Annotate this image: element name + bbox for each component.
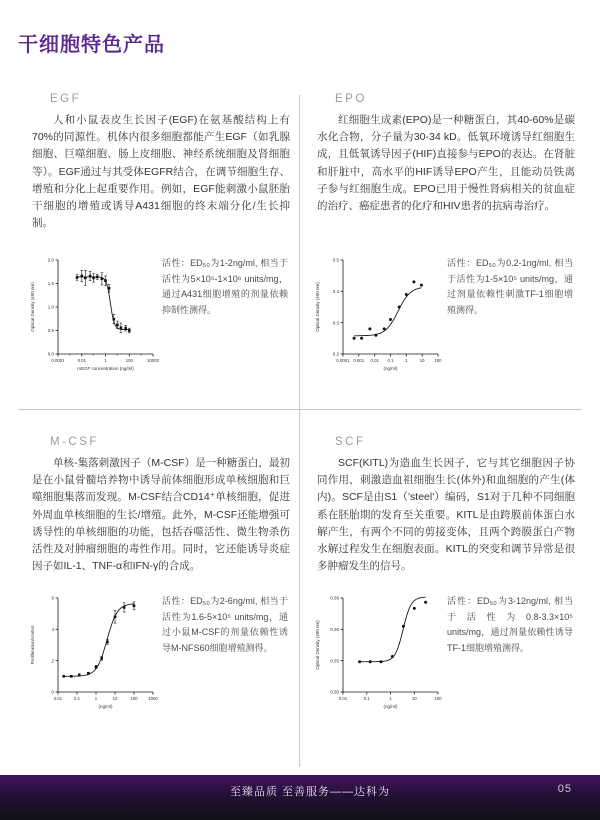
svg-text:0.2: 0.2 — [332, 351, 339, 357]
svg-text:1.5: 1.5 — [47, 281, 54, 287]
section-scf-body: SCF(KITL)为造血生长因子，它与其它细胞因子协同作用，刺激造血祖细胞生长(体外)和血细胞的产生(体内)。SCF是由S1（'steel'）编码，S1对于几种不同细胞系在胚胎期的发育至关重要。KITL是由跨膜前体蛋白水解产生，有两个不同的剪接变体，且两个跨膜蛋白产物水解过程发生在细胞表面。KITL的突变和调节异常是很多肿瘤发生的信号。 — [317, 457, 575, 573]
mcsf-dose-response-chart — [28, 588, 160, 720]
egf-activity-text: 活性：ED₅₀为1-2ng/ml, 相当于活性为5×10⁵-1×10⁶ units/mg，通过A431细胞增殖的剂量依赖抑制性测得。 — [162, 258, 288, 315]
svg-text:Optical Density (490 nm): Optical Density (490 nm) — [315, 620, 320, 670]
section-scf — [317, 436, 575, 575]
horizontal-divider — [18, 409, 582, 410]
scf-dose-response-chart — [313, 588, 445, 720]
epo-dose-response-chart — [313, 250, 445, 382]
svg-text:2: 2 — [51, 658, 54, 664]
svg-text:1: 1 — [104, 358, 107, 363]
svg-text:0.1: 0.1 — [74, 696, 80, 701]
svg-text:Optical Density (490 nm): Optical Density (490 nm) — [30, 282, 35, 332]
svg-text:2.0: 2.0 — [47, 257, 54, 263]
svg-text:100: 100 — [130, 696, 138, 701]
svg-text:0.1: 0.1 — [387, 358, 394, 363]
footer-bar — [0, 775, 600, 820]
svg-text:0.0: 0.0 — [47, 351, 54, 357]
svg-text:mEGF concentration (ng/ml): mEGF concentration (ng/ml) — [77, 366, 134, 371]
svg-text:0.5: 0.5 — [332, 257, 339, 263]
svg-text:0: 0 — [51, 689, 54, 695]
svg-text:Optical Density (490 nm): Optical Density (490 nm) — [315, 282, 320, 332]
egf-dose-response-chart — [28, 250, 160, 382]
svg-text:0.01: 0.01 — [338, 696, 348, 701]
section-mcsf — [32, 436, 290, 575]
svg-text:0.36: 0.36 — [330, 627, 339, 632]
epo-activity-text: 活性：ED₅₀为0.2-1ng/ml, 相当于活性为1-5×10⁵ units/mg，通过剂量依赖性刺激TF-1细胞增殖测得。 — [447, 258, 573, 315]
mcsf-activity-text: 活性：ED₅₀为2-6ng/ml, 相当于活性为1.6-5×10⁵ units/mg，通过小鼠M-CSF的剂量依赖性诱导M-NFS60细胞增殖测得。 — [162, 596, 288, 653]
svg-text:0.0001: 0.0001 — [336, 358, 350, 363]
svg-text:0.4: 0.4 — [332, 289, 339, 294]
svg-text:0.01: 0.01 — [370, 358, 379, 363]
svg-text:4: 4 — [51, 627, 54, 632]
svg-text:1: 1 — [405, 358, 408, 363]
svg-text:0.01: 0.01 — [53, 696, 63, 701]
section-mcsf-heading: M-CSF — [50, 436, 99, 448]
mcsf-figure-row — [28, 588, 290, 720]
svg-text:0.1: 0.1 — [363, 696, 370, 701]
svg-text:100: 100 — [434, 696, 442, 701]
svg-text:100: 100 — [125, 358, 133, 363]
svg-text:1: 1 — [94, 696, 98, 701]
page-title: 干细胞特色产品 — [18, 34, 165, 56]
svg-text:0.01: 0.01 — [77, 358, 86, 363]
svg-text:0.33: 0.33 — [330, 658, 339, 664]
epo-figure-row — [313, 250, 575, 382]
svg-text:10000: 10000 — [147, 358, 159, 363]
section-egf — [32, 93, 290, 232]
svg-text:1: 1 — [389, 696, 392, 701]
svg-text:0.5: 0.5 — [47, 328, 54, 334]
svg-text:Proliferation/control: Proliferation/control — [30, 625, 35, 665]
section-epo-body: 红细胞生成素(EPO)是一种糖蛋白，其40-60%是碳水化合物，分子量为30-34 kD。低氧环境诱导红细胞生成，且低氧诱导因子(HIF)直接参与EPO的表达。在肾脏和肝脏中，高水平的HIF诱导EPO产生，且能动员铁离子参与红细胞生成。EPO已用于慢性肾病相关的贫血症的治疗、癌症患者的化疗和HIV患者的抗病毒治疗。 — [317, 114, 575, 213]
vertical-divider — [299, 95, 300, 767]
svg-text:(ng/ml): (ng/ml) — [383, 366, 398, 371]
egf-figure-row — [28, 250, 290, 382]
section-scf-heading: SCF — [335, 436, 366, 448]
section-epo-heading: EPO — [335, 93, 367, 105]
footer-slogan: 至臻品质 至善服务——达科为 — [230, 786, 391, 798]
scf-activity-text: 活性：ED₅₀为3-12ng/ml, 相当于活性为0.8-3.3×10⁵ units/mg，通过剂量依赖性诱导TF-1细胞增殖测得。 — [447, 596, 573, 653]
svg-text:100: 100 — [434, 358, 442, 363]
svg-text:10: 10 — [112, 696, 118, 701]
page-number: 05 — [557, 783, 572, 795]
svg-text:0.0001: 0.0001 — [51, 358, 65, 363]
svg-text:(ng/ml): (ng/ml) — [98, 704, 113, 709]
svg-text:0.001: 0.001 — [353, 358, 365, 363]
svg-text:1000: 1000 — [148, 696, 158, 701]
section-mcsf-body: 单核-集落刺激因子（M-CSF）是一种糖蛋白，最初是在小鼠骨髓培养物中诱导前体细胞形成单核细胞和巨噬细胞集落而发现。M-CSF结合CD14⁺单核细胞，促进外周血单核细胞的生长/增殖。此外，M-CSF还能增强可诱导性的单核细胞的功能，包括吞噬活性、微生物杀伤活性及对肿瘤细胞的毒性作用。同时，它还能诱导炎症因子如IL-1、TNF-α和IFN-γ的合成。 — [32, 457, 290, 573]
section-egf-body: 人和小鼠表皮生长因子(EGF)在氨基酸结构上有70%的同源性。机体内很多细胞都能产生EGF（如乳腺细胞、巨噬细胞、肠上皮细胞、神经系统细胞及肾细胞等）。EGF通过与其受体EGFR结合，在调节细胞生存、增殖和分化上起重要作用。例如，EGF能刺激小鼠胚胎干细胞的增殖或诱导A431细胞的终末端分化/生长抑制。 — [32, 114, 290, 230]
svg-text:6: 6 — [51, 595, 54, 601]
svg-text:0.39: 0.39 — [330, 595, 339, 601]
section-epo — [317, 93, 575, 215]
svg-text:1.0: 1.0 — [47, 304, 54, 310]
svg-text:10: 10 — [411, 696, 417, 701]
svg-text:0.30: 0.30 — [330, 689, 339, 695]
svg-text:0.3: 0.3 — [332, 320, 339, 326]
section-egf-heading: EGF — [50, 93, 82, 105]
svg-text:10: 10 — [419, 358, 425, 363]
scf-figure-row — [313, 588, 575, 720]
svg-text:(ng/ml): (ng/ml) — [383, 704, 398, 709]
